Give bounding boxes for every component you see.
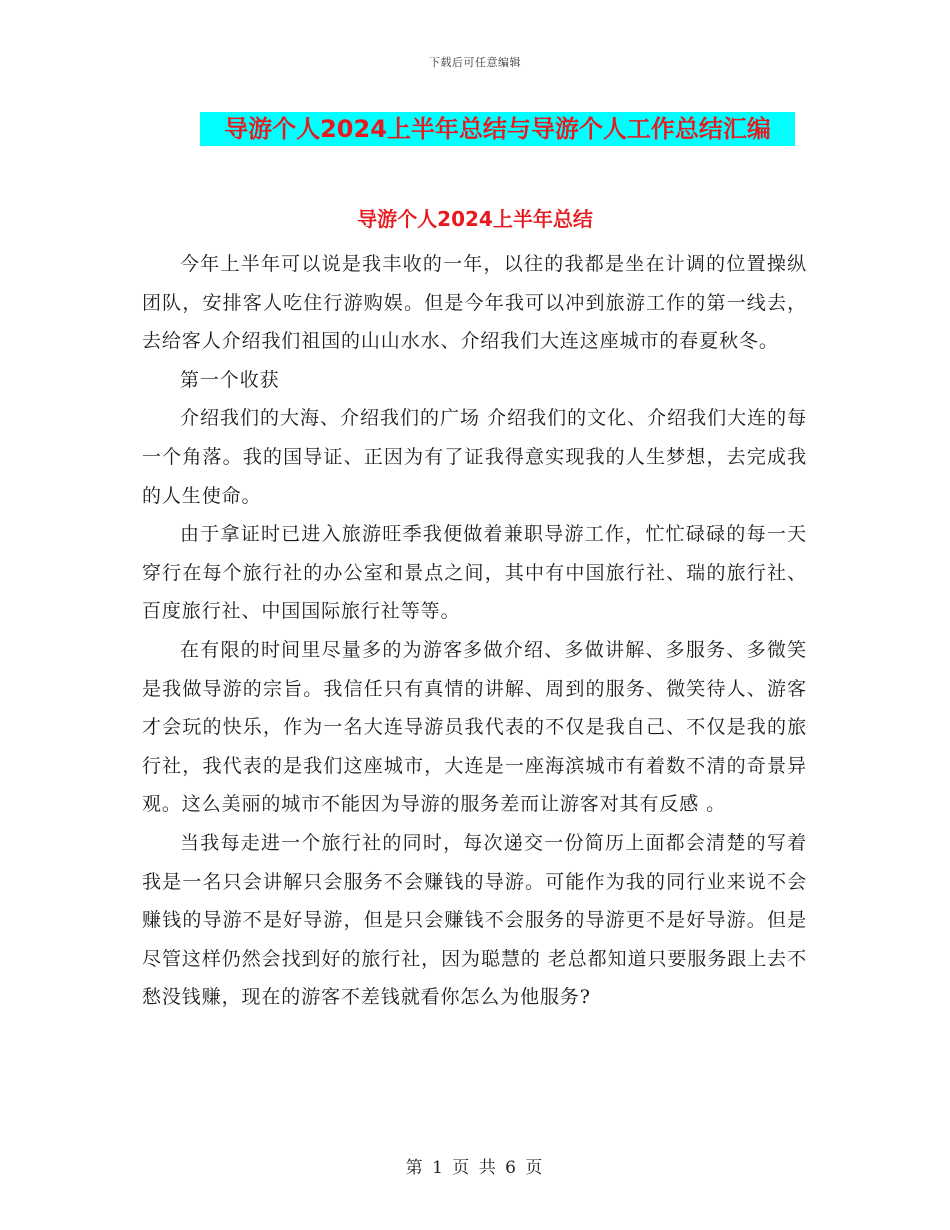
paragraph-resume: 当我每走进一个旅行社的同时，每次递交一份简历上面都会清楚的写着我是一名只会讲解只会服务不会赚钱的导游。可能作为我的同行业来说不会赚钱的导游不是好导游，但是只会赚钱不会服务的导游更不是好导游。但是尽管这样仍然会找到好的旅行社，因为聪慧的 老总都知道只要服务跟上去不愁没钱赚，现在的游客不差钱就看你怎么为他服务? (142, 831, 807, 1009)
header-note: 下载后可任意编辑 (429, 56, 521, 69)
body-text (142, 245, 807, 1017)
main-title: 导游个人2024上半年总结与导游个人工作总结汇编 (224, 115, 771, 143)
page-footer: 第 1 页 共 6 页 (405, 1158, 545, 1178)
main-title-highlight (200, 112, 795, 146)
paragraph-parttime: 由于拿证时已进入旅游旺季我便做着兼职导游工作，忙忙碌碌的每一天穿行在每个旅行社的办公室和景点之间，其中有中国旅行社、瑞的旅行社、百度旅行社、中国国际旅行社等等。 (142, 523, 807, 623)
section-title: 导游个人2024上半年总结 (357, 207, 593, 231)
paragraph-intro: 今年上半年可以说是我丰收的一年，以往的我都是坐在计调的位置操纵团队，安排客人吃住行游购娱。但是今年我可以冲到旅游工作的第一线去，去给客人介绍我们祖国的山山水水、介绍我们大连这座城市的春夏秋冬。 (142, 253, 807, 353)
paragraph-service: 在有限的时间里尽量多的为游客多做介绍、多做讲解、多服务、多微笑是我做导游的宗旨。我信任只有真情的讲解、周到的服务、微笑待人、游客才会玩的快乐，作为一名大连导游员我代表的不仅是我自己、不仅是我的旅行社，我代表的是我们这座城市，大连是一座海滨城市有着数不清的奇景异观。这么美丽的城市不能因为导游的服务差而让游客对其有反感 。 (142, 638, 807, 816)
paragraph-subheading: 第一个收获 (180, 368, 280, 391)
paragraph-introduce: 介绍我们的大海、介绍我们的广场 介绍我们的文化、介绍我们大连的每一个角落。我的国导证、正因为有了证我得意实现我的人生梦想，去完成我的人生使命。 (142, 407, 807, 507)
